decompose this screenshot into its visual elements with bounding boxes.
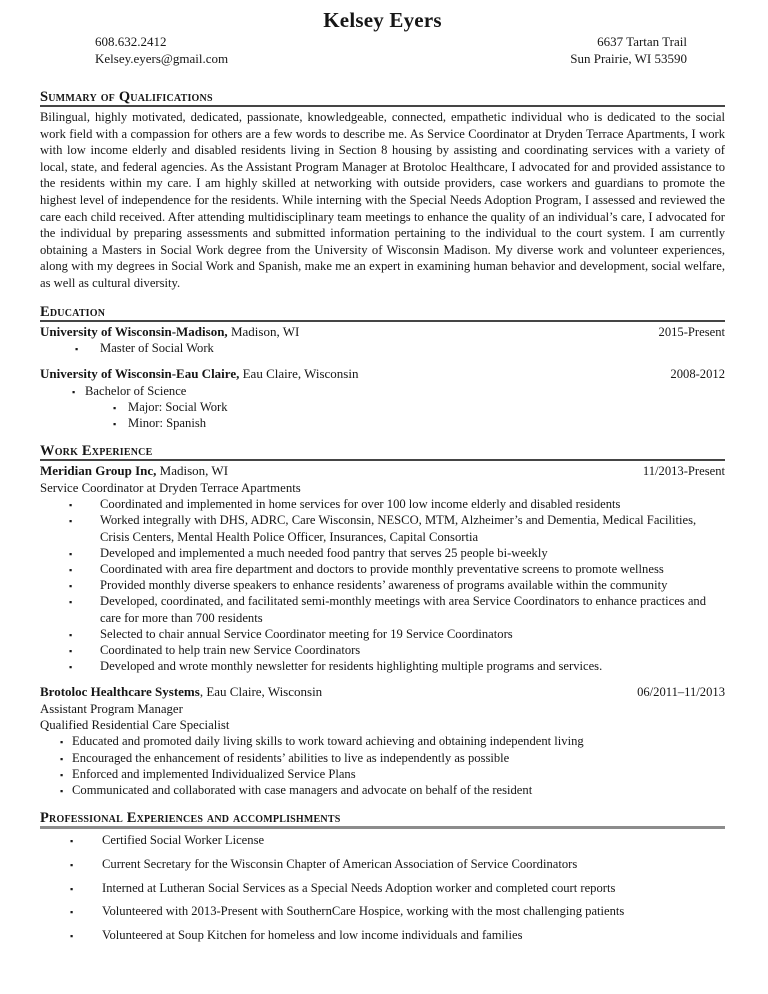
education-dates: 2008-2012	[670, 367, 725, 382]
professional-item: ▪ Certified Social Worker License	[40, 832, 725, 848]
company-line	[40, 463, 228, 480]
degree-list	[40, 383, 725, 399]
degree-detail-item: ▪ Minor: Spanish	[40, 415, 725, 431]
job-entry-header	[40, 463, 725, 480]
job-bullet-list	[40, 733, 725, 798]
school-location: Eau Claire, Wisconsin	[242, 366, 359, 382]
degree-item: ▪ Bachelor of Science	[40, 383, 725, 399]
summary-text: Bilingual, highly motivated, dedicated, passionate, knowledgeable, connected, empathetic individual who is dedicated to the social work field with a compassion for others are a few words to describe me. As Service Coordinator at Dryden Terrace Apartments, I work with low income elderly and disabled residents living in Section 8 housing by assisting and coordinating services with a variety of local, state, and federal agencies. As the Assistant Program Manager at Brotoloc Healthcare, I advocated for and provided assistance to the residents within my care. I am highly skilled at networking with outside providers, case workers and guardians to promote the highest level of independence for the residents. While interning with the Special Needs Adoption Program, I assessed and reviewed the care each child received. After attending multidisciplinary team meetings to enhance the quality of an individual’s care, I advocated for the individual by preparing assessments and submitted information pertaining to the individual to the court system. I am currently obtaining a Masters in Social Work degree from the University of Wisconsin Madison. My diverse work and volunteer experiences, along with my degrees in Social Work and Spanish, make me an expert in examining human behavior and development, social welfare, as well as cultural diversity.	[40, 110, 725, 290]
professional-item: ▪ Volunteered with 2013-Present with SouthernCare Hospice, working with the most challenging patients	[40, 903, 725, 919]
company-line	[40, 684, 322, 701]
degree-list	[40, 340, 725, 356]
job-bullet: ▪ Coordinated to help train new Service Coordinators	[40, 642, 725, 658]
contact-left	[40, 34, 228, 67]
professional-item: ▪ Volunteered at Soup Kitchen for homeless and low income individuals and families	[40, 927, 725, 943]
summary-heading: Summary of Qualifications	[40, 89, 725, 107]
education-dates: 2015-Present	[658, 324, 725, 339]
job-bullet: ▪ Communicated and collaborated with case managers and advocate on behalf of the resident	[40, 782, 725, 798]
contact-right	[570, 34, 725, 67]
company-name: Meridian Group Inc,	[40, 463, 157, 479]
job-bullet: ▪ Worked integrally with DHS, ADRC, Care Wisconsin, NESCO, MTM, Alzheimer’s and Dementia, Medical Facilities, Crisis Centers, Mental Health Police Officer, Insurances, Capital Consortia	[40, 512, 725, 544]
work-experience-heading: Work Experience	[40, 443, 725, 461]
job-bullet: ▪ Coordinated and implemented in home services for over 100 low income elderly and disabled residents	[40, 496, 725, 512]
education-entry	[40, 366, 725, 431]
professional-heading: Professional Experiences and accomplishments	[40, 810, 725, 829]
school-name: University of Wisconsin-Eau Claire,	[40, 366, 240, 382]
job-title: Service Coordinator at Dryden Terrace Apartments	[40, 480, 301, 495]
company-location: , Eau Claire, Wisconsin	[199, 684, 323, 700]
degree-detail-item: ▪ Major: Social Work	[40, 399, 725, 415]
job-bullet: ▪ Selected to chair annual Service Coordinator meeting for 19 Service Coordinators	[40, 626, 725, 642]
company-location: Madison, WI	[159, 463, 229, 479]
job-entry	[40, 463, 725, 674]
job-bullet: ▪ Coordinated with area fire department and doctors to provide monthly preventative screens to promote wellness	[40, 561, 725, 577]
degree-detail-list	[40, 399, 725, 431]
school-location: Madison, WI	[230, 323, 300, 339]
job-bullet: ▪ Enforced and implemented Individualized Service Plans	[40, 766, 725, 782]
professional-list	[40, 832, 725, 943]
email-address: Kelsey.eyers@gmail.com	[95, 50, 229, 66]
job-entry	[40, 684, 725, 798]
professional-item: ▪ Interned at Lutheran Social Services as a Special Needs Adoption worker and completed court reports	[40, 880, 725, 896]
education-heading: Education	[40, 304, 725, 322]
phone-number: 608.632.2412	[95, 34, 167, 49]
education-entry-header	[40, 366, 725, 383]
job-bullet: ▪ Developed, coordinated, and facilitated semi-monthly meetings with area Service Coordinators to enhance practices and care for more than 700 residents	[40, 593, 725, 625]
street-address: 6637 Tartan Trail	[597, 34, 687, 49]
job-dates: 06/2011–11/2013	[637, 685, 725, 700]
page-title: Kelsey Eyers	[323, 8, 442, 32]
job-bullet-list	[40, 496, 725, 674]
school-line	[40, 366, 358, 383]
job-entry-header	[40, 684, 725, 701]
job-title: Assistant Program Manager	[40, 701, 183, 716]
job-dates: 11/2013-Present	[642, 464, 725, 479]
job-bullet: ▪ Educated and promoted daily living skills to work toward achieving and obtaining independent living	[40, 733, 725, 749]
job-bullet: ▪ Developed and implemented a much needed food pantry that serves 25 people bi-weekly	[40, 545, 725, 561]
education-entry	[40, 324, 725, 357]
city-state-zip: Sun Prairie, WI 53590	[570, 50, 687, 66]
degree-item: ▪ Master of Social Work	[40, 340, 725, 356]
contact-block	[40, 34, 725, 67]
company-name: Brotoloc Healthcare Systems	[40, 684, 200, 700]
job-bullet: ▪ Encouraged the enhancement of residents’ abilities to live as independently as possible	[40, 750, 725, 766]
education-entry-header	[40, 324, 725, 341]
job-bullet: ▪ Developed and wrote monthly newsletter for residents highlighting multiple programs and services.	[40, 658, 725, 674]
job-bullet: ▪ Provided monthly diverse speakers to enhance residents’ awareness of programs available within the community	[40, 577, 725, 593]
school-line	[40, 324, 299, 341]
job-title: Qualified Residential Care Specialist	[40, 718, 230, 733]
school-name: University of Wisconsin-Madison,	[40, 323, 228, 339]
professional-item: ▪ Current Secretary for the Wisconsin Chapter of American Association of Service Coordinators	[40, 856, 725, 872]
